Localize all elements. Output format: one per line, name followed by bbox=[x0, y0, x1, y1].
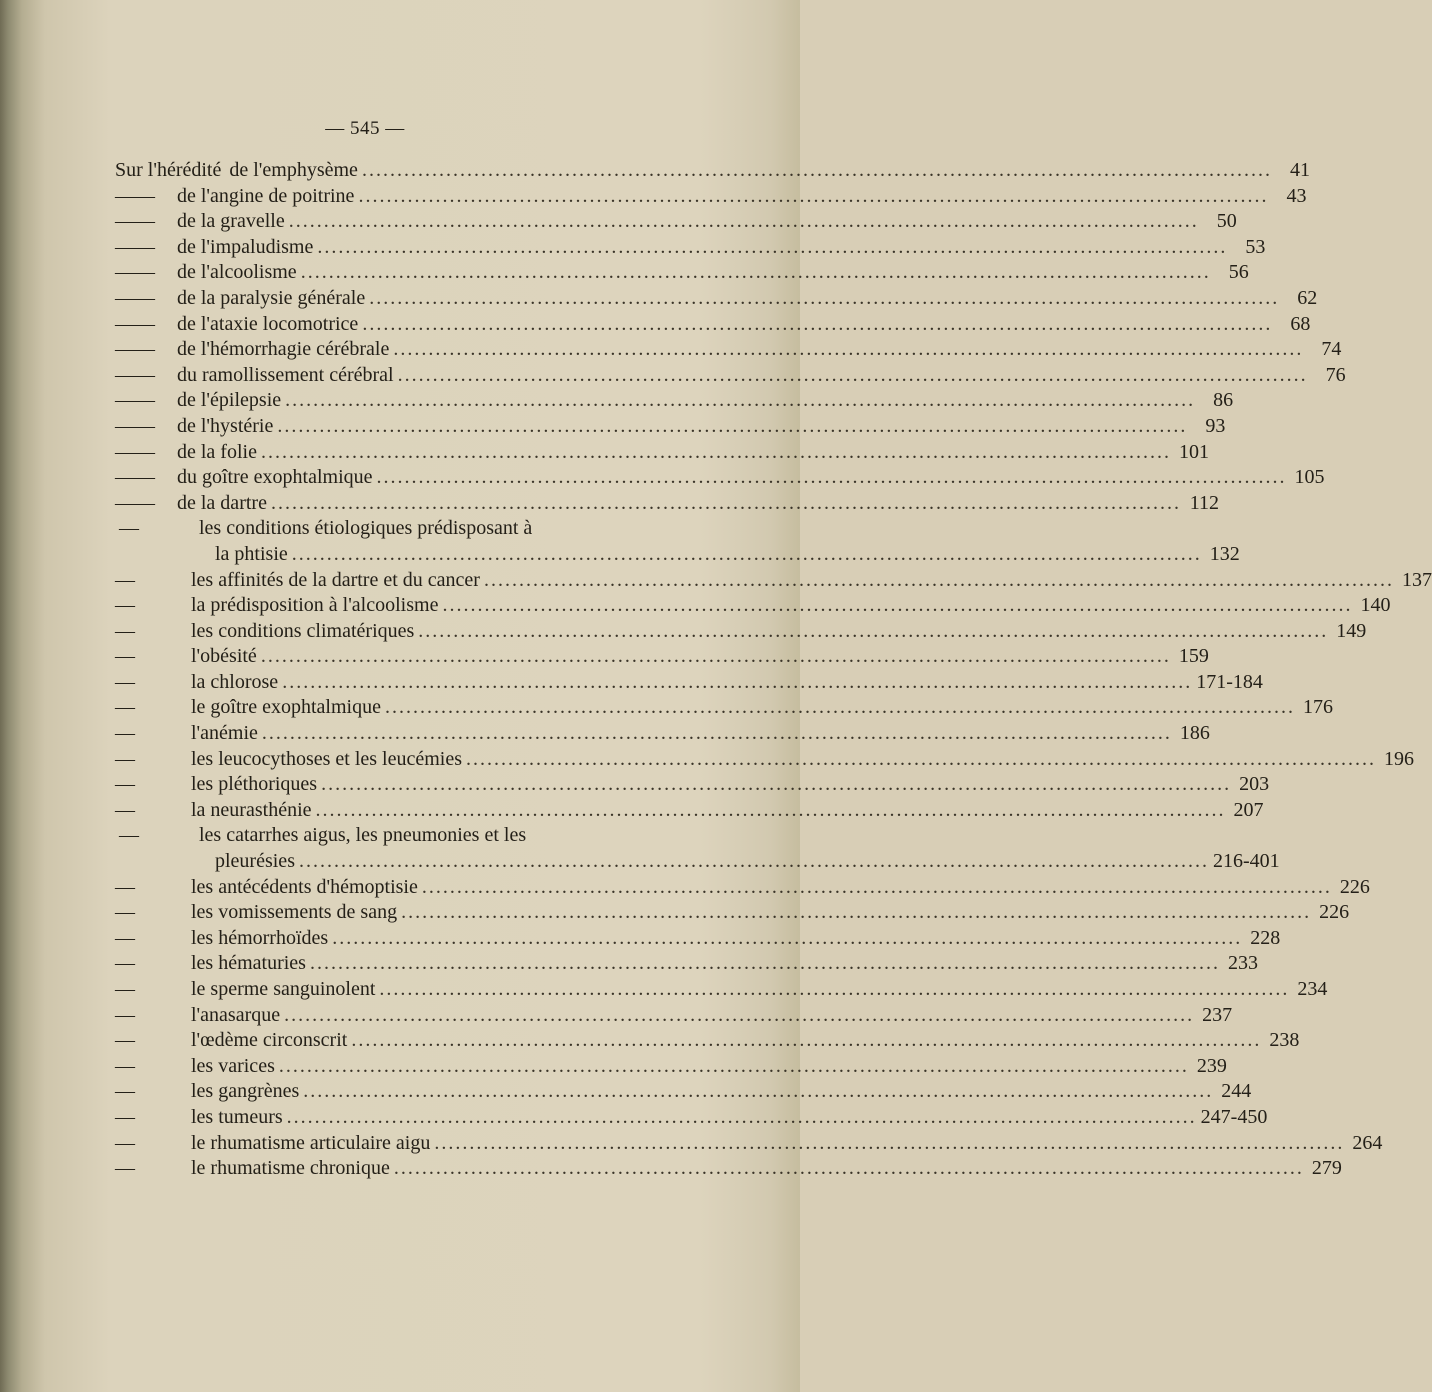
dot-leader bbox=[358, 184, 1268, 210]
dash: — bbox=[135, 184, 155, 207]
dot-leader bbox=[362, 158, 1272, 184]
dot-leader bbox=[317, 235, 1227, 261]
entry-title: du ramollissement cérébral bbox=[177, 363, 394, 386]
toc-entry bbox=[115, 977, 1328, 1003]
page-number: 196 bbox=[1384, 747, 1415, 770]
toc-entry bbox=[115, 1054, 1227, 1080]
dash: — bbox=[115, 773, 135, 796]
dot-leader bbox=[377, 465, 1287, 491]
dot-leader bbox=[303, 1079, 1213, 1105]
toc-entry bbox=[115, 491, 1219, 517]
page-number: 93 bbox=[1205, 414, 1226, 437]
dash: — bbox=[135, 466, 155, 489]
entry-title: la prédisposition à l'alcoolisme bbox=[191, 594, 439, 617]
dot-leader bbox=[442, 593, 1352, 619]
toc-entry bbox=[115, 1105, 1268, 1131]
dash: — bbox=[115, 210, 135, 233]
entry-title: de l'hystérie bbox=[177, 414, 274, 437]
dash: — bbox=[119, 517, 139, 540]
dot-leader bbox=[393, 337, 1303, 363]
dot-leader bbox=[301, 260, 1211, 286]
dot-leader bbox=[418, 619, 1328, 645]
toc-entry bbox=[115, 465, 1325, 491]
dot-leader bbox=[351, 1028, 1261, 1054]
page-number: 238 bbox=[1269, 1029, 1300, 1052]
dot-leader bbox=[369, 286, 1279, 312]
page-number: 159 bbox=[1178, 645, 1209, 668]
page-number: 279 bbox=[1311, 1157, 1342, 1180]
dot-leader bbox=[287, 1105, 1197, 1131]
dash: — bbox=[115, 670, 135, 693]
dot-leader bbox=[284, 1003, 1194, 1029]
toc-entry bbox=[115, 363, 1346, 389]
dash: — bbox=[135, 210, 155, 233]
page-number: 105 bbox=[1294, 466, 1325, 489]
dash: — bbox=[115, 594, 135, 617]
toc-entry bbox=[115, 670, 1263, 696]
entry-title: les conditions climatériques bbox=[191, 619, 415, 642]
entry-title: les leucocythoses et les leucémies bbox=[191, 747, 463, 770]
toc-entry bbox=[115, 798, 1264, 824]
entry-title: les catarrhes aigus, les pneumonies et les bbox=[199, 824, 527, 847]
page-number: 239 bbox=[1196, 1054, 1227, 1077]
entry-title: les hémorrhoïdes bbox=[191, 926, 329, 949]
entry-title: les antécédents d'hémoptisie bbox=[191, 875, 418, 898]
entry-title: la neurasthénie bbox=[191, 798, 312, 821]
toc-entry bbox=[115, 568, 1432, 594]
dot-leader bbox=[285, 388, 1195, 414]
dash: — bbox=[115, 1080, 135, 1103]
page-header: — 545 — bbox=[325, 118, 405, 139]
page-number: 247-450 bbox=[1200, 1105, 1268, 1128]
entry-title: le sperme sanguinolent bbox=[191, 978, 376, 1000]
dash: — bbox=[115, 952, 135, 975]
dot-leader bbox=[282, 670, 1192, 696]
dot-leader bbox=[262, 721, 1172, 747]
entry-title: la phtisie bbox=[215, 542, 288, 565]
dash: — bbox=[135, 261, 155, 284]
toc-entry bbox=[115, 823, 633, 849]
entry-title: de l'angine de poitrine bbox=[177, 184, 355, 207]
dot-leader bbox=[434, 1131, 1344, 1157]
entry-title: de l'hémorrhagie cérébrale bbox=[177, 338, 390, 361]
entry-title: le rhumatisme articulaire aigu bbox=[191, 1131, 431, 1154]
dot-leader bbox=[466, 747, 1376, 773]
entry-title: les affinités de la dartre et du cancer bbox=[191, 568, 480, 591]
dash: — bbox=[115, 568, 135, 591]
entry-title: les conditions étiologiques prédisposant à bbox=[199, 517, 533, 540]
dash: — bbox=[115, 1029, 135, 1052]
dash: — bbox=[115, 466, 135, 489]
dot-leader bbox=[385, 695, 1295, 721]
page-number: 68 bbox=[1290, 312, 1311, 335]
page-number: 237 bbox=[1202, 1003, 1233, 1026]
entry-title: de la folie bbox=[177, 440, 257, 463]
entry-title: le rhumatisme chronique bbox=[191, 1157, 390, 1180]
dot-leader bbox=[321, 772, 1231, 798]
dash: — bbox=[135, 286, 155, 309]
toc-entry bbox=[115, 337, 1342, 363]
dot-leader bbox=[299, 849, 1209, 875]
dash: — bbox=[119, 824, 139, 847]
dash: — bbox=[135, 389, 155, 412]
dash: — bbox=[115, 440, 135, 463]
toc-entry bbox=[115, 747, 1415, 773]
page-number: 50 bbox=[1216, 210, 1237, 233]
page-number: 233 bbox=[1227, 952, 1258, 975]
toc-entry bbox=[115, 875, 1370, 901]
page-number: 86 bbox=[1213, 389, 1234, 412]
toc-entry bbox=[115, 1003, 1233, 1029]
dot-leader bbox=[394, 1156, 1304, 1182]
entry-title: le goître exophtalmique bbox=[191, 696, 381, 719]
dash: — bbox=[115, 1157, 135, 1180]
dash: — bbox=[115, 1054, 135, 1077]
page-number: 244 bbox=[1221, 1080, 1252, 1103]
page-number: 203 bbox=[1239, 773, 1270, 796]
entry-title: les gangrènes bbox=[191, 1080, 300, 1103]
page-number: 226 bbox=[1319, 901, 1350, 924]
page-number: 228 bbox=[1250, 926, 1281, 949]
dash: — bbox=[115, 414, 135, 437]
entry-title: de l'impaludisme bbox=[177, 235, 314, 258]
page-number: 186 bbox=[1179, 722, 1210, 745]
table-of-contents bbox=[115, 158, 1432, 1182]
toc-entry bbox=[115, 900, 1350, 926]
page-number: 234 bbox=[1297, 978, 1328, 1000]
entry-title: de la dartre bbox=[177, 491, 267, 514]
page-number: 216-401 bbox=[1212, 850, 1280, 873]
toc-entry bbox=[115, 312, 1311, 338]
toc-entry bbox=[115, 644, 1209, 670]
dash: — bbox=[135, 338, 155, 361]
entry-title: de l'épilepsie bbox=[177, 389, 282, 412]
entry-title: les hématuries bbox=[191, 952, 306, 975]
dot-leader bbox=[422, 875, 1332, 901]
dot-leader bbox=[362, 312, 1272, 338]
page-number: 43 bbox=[1286, 184, 1307, 207]
toc-entry bbox=[115, 235, 1266, 261]
dash: — bbox=[115, 1003, 135, 1026]
dash: — bbox=[115, 491, 135, 514]
page-number: 207 bbox=[1233, 798, 1264, 821]
dash: — bbox=[115, 926, 135, 949]
dash: — bbox=[115, 722, 135, 745]
page-number: 132 bbox=[1209, 542, 1240, 565]
toc-entry bbox=[115, 440, 1209, 466]
intro-text: Sur l'hérédité bbox=[115, 159, 222, 181]
page-number: 264 bbox=[1352, 1131, 1383, 1154]
dot-leader bbox=[261, 644, 1171, 670]
toc-entry bbox=[115, 414, 1226, 440]
dot-leader bbox=[289, 209, 1199, 235]
entry-title: l'obésité bbox=[191, 645, 257, 668]
toc-entry bbox=[115, 695, 1333, 721]
toc-entry bbox=[115, 951, 1258, 977]
dash: — bbox=[115, 901, 135, 924]
entry-title: de l'emphysème bbox=[229, 159, 358, 181]
dash: — bbox=[115, 978, 135, 1000]
dot-leader bbox=[279, 1054, 1189, 1080]
dot-leader bbox=[398, 363, 1308, 389]
dash: — bbox=[115, 235, 135, 258]
toc-entry bbox=[115, 1131, 1383, 1157]
toc-entry bbox=[115, 286, 1318, 312]
dash: — bbox=[115, 798, 135, 821]
toc-entry bbox=[115, 619, 1367, 645]
page-number: 226 bbox=[1339, 875, 1370, 898]
entry-title: du goître exophtalmique bbox=[177, 466, 373, 489]
entry-title: pleurésies bbox=[215, 850, 295, 873]
toc-entry-continuation bbox=[115, 542, 1240, 568]
dot-leader bbox=[379, 977, 1289, 1003]
dash: — bbox=[135, 440, 155, 463]
dash: — bbox=[135, 363, 155, 386]
entry-title: les tumeurs bbox=[191, 1105, 283, 1128]
entry-title: de la paralysie générale bbox=[177, 286, 366, 309]
dash: — bbox=[115, 389, 135, 412]
page-number: 112 bbox=[1189, 491, 1219, 514]
dash: — bbox=[135, 312, 155, 335]
dash: — bbox=[115, 645, 135, 668]
toc-entry bbox=[115, 926, 1281, 952]
page-number: 149 bbox=[1336, 619, 1367, 642]
entry-title: la chlorose bbox=[191, 670, 279, 693]
dash: — bbox=[135, 491, 155, 514]
dot-leader bbox=[484, 568, 1394, 594]
dash: — bbox=[115, 363, 135, 386]
dash: — bbox=[115, 696, 135, 719]
dot-leader bbox=[401, 900, 1311, 926]
page-number: 76 bbox=[1325, 363, 1346, 386]
dot-leader bbox=[310, 951, 1220, 977]
dash: — bbox=[115, 875, 135, 898]
dash: — bbox=[115, 1105, 135, 1128]
toc-entry bbox=[115, 184, 1307, 210]
toc-entry bbox=[115, 260, 1249, 286]
toc-entry bbox=[115, 1079, 1252, 1105]
page-number: 101 bbox=[1178, 440, 1209, 463]
entry-title: de la gravelle bbox=[177, 210, 285, 233]
page-number: 53 bbox=[1245, 235, 1266, 258]
toc-entry bbox=[115, 593, 1391, 619]
page-number: 140 bbox=[1360, 594, 1391, 617]
toc-entry bbox=[115, 1156, 1342, 1182]
dash: — bbox=[115, 312, 135, 335]
dash: — bbox=[115, 619, 135, 642]
toc-entry bbox=[115, 772, 1270, 798]
dot-leader bbox=[316, 798, 1226, 824]
dot-leader bbox=[332, 926, 1242, 952]
entry-title: l'anasarque bbox=[191, 1003, 281, 1026]
dot-leader bbox=[261, 440, 1171, 466]
page-number: 62 bbox=[1297, 286, 1318, 309]
dash: — bbox=[135, 235, 155, 258]
dash: — bbox=[115, 1131, 135, 1154]
page-number: 56 bbox=[1228, 261, 1249, 284]
page-number: 171-184 bbox=[1196, 670, 1263, 693]
page-number: 176 bbox=[1302, 696, 1333, 719]
entry-title: l'anémie bbox=[191, 722, 258, 745]
entry-title: les vomissements de sang bbox=[191, 901, 398, 924]
entry-title: de l'ataxie locomotrice bbox=[177, 312, 359, 335]
dash: — bbox=[115, 261, 135, 284]
dot-leader bbox=[271, 491, 1181, 517]
toc-entry bbox=[115, 158, 1310, 184]
toc-entry bbox=[115, 516, 633, 542]
toc-entry bbox=[115, 209, 1237, 235]
toc-entry bbox=[115, 1028, 1300, 1054]
entry-title: les pléthoriques bbox=[191, 773, 318, 796]
dash: — bbox=[115, 747, 135, 770]
dot-leader bbox=[277, 414, 1187, 440]
dash: — bbox=[135, 414, 155, 437]
toc-entry-continuation bbox=[115, 849, 1280, 875]
page-number: 41 bbox=[1289, 159, 1310, 181]
dash: — bbox=[115, 184, 135, 207]
entry-title: les varices bbox=[191, 1054, 275, 1077]
page-number: 74 bbox=[1321, 338, 1342, 361]
dot-leader bbox=[292, 542, 1202, 568]
toc-entry bbox=[115, 721, 1210, 747]
toc-entry bbox=[115, 388, 1234, 414]
page-number: 137 bbox=[1401, 568, 1432, 591]
dash: — bbox=[115, 286, 135, 309]
entry-title: de l'alcoolisme bbox=[177, 261, 297, 284]
dash: — bbox=[115, 338, 135, 361]
entry-title: l'œdème circonscrit bbox=[191, 1029, 348, 1052]
